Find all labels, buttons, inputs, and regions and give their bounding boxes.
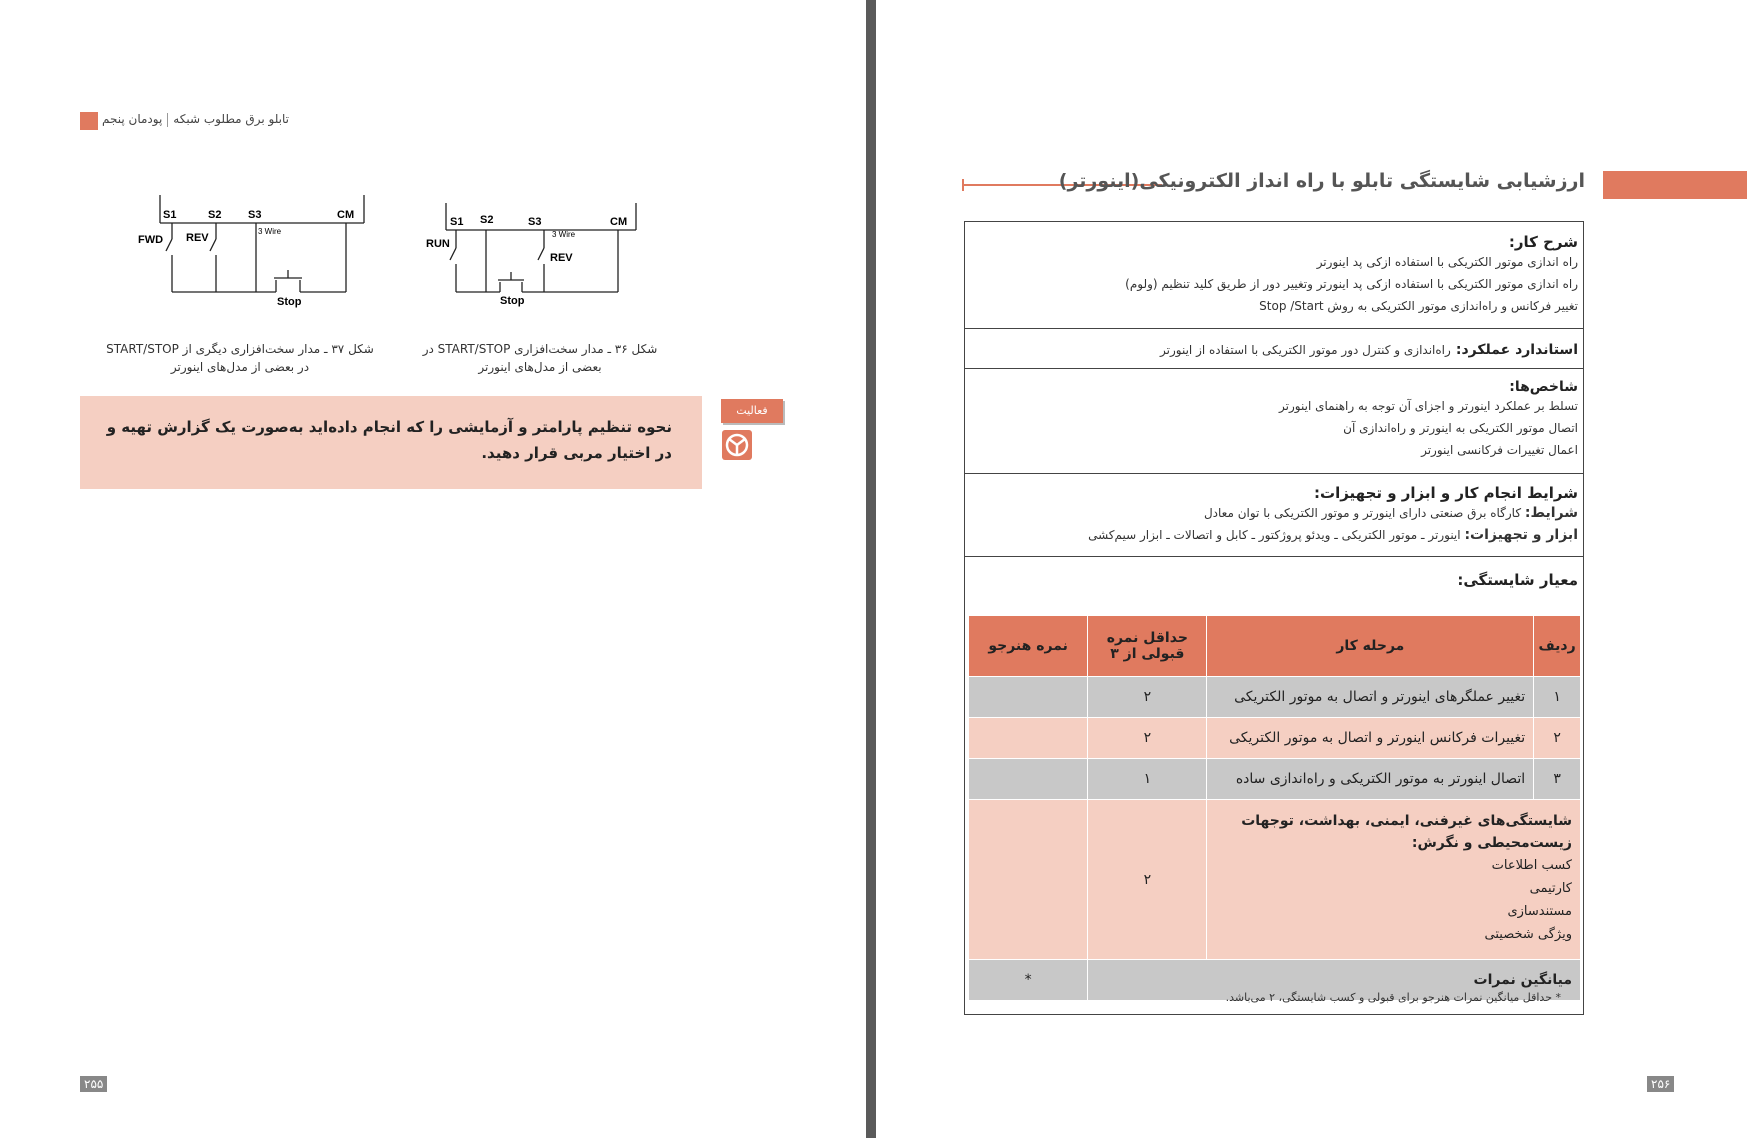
criteria-header-row bbox=[969, 616, 1581, 677]
fig36-label-s1: S1 bbox=[450, 216, 464, 228]
fig37-label-s2: S2 bbox=[208, 209, 222, 221]
job-line-1: راه اندازی موتور الکتریکی با استفاده ازکی پد اینورتر bbox=[1316, 255, 1578, 269]
fig37-label-stop: Stop bbox=[277, 296, 302, 308]
table-row: ۳ اتصال اینورتر به موتور الکتریکی و راه‌اندازی ساده ۱ bbox=[969, 759, 1581, 800]
job-description-section bbox=[964, 221, 1584, 329]
activity-label: فعالیت bbox=[721, 399, 783, 423]
activity-icon bbox=[722, 430, 752, 460]
performance-standard-heading: استاندارد عملکرد: bbox=[1455, 342, 1578, 358]
header-title: تابلو برق مطلوب شبکه bbox=[173, 112, 289, 126]
footnote: * حداقل میانگین نمرات هنرجو برای قبولی و کسب شایستگی، ۲ می‌باشد. bbox=[1225, 991, 1561, 1004]
col-step-header: مرحله کار bbox=[1207, 616, 1534, 677]
fig36-label-stop: Stop bbox=[500, 295, 525, 307]
left-page bbox=[0, 0, 866, 1138]
fig36-label-s3: S3 bbox=[528, 216, 542, 228]
figure-37-diagram bbox=[130, 190, 370, 310]
page-number-left: ۲۵۵ bbox=[80, 1076, 107, 1092]
col-no-header: ردیف bbox=[1534, 616, 1581, 677]
soft-skills-row bbox=[969, 800, 1581, 960]
title-accent-bar bbox=[1603, 171, 1747, 199]
fig36-label-cm: CM bbox=[610, 216, 628, 228]
header-module: پودمان پنجم bbox=[102, 112, 163, 126]
criteria-heading-section bbox=[964, 557, 1584, 607]
activity-text: نحوه تنظیم پارامتر و آزمایشی را که انجام داده‌اید به‌صورت یک گزارش تهیه و در اختیار مربی قرار دهید. bbox=[106, 418, 672, 462]
indicator-line-1: تسلط بر عملکرد اینورتر و اجزای آن توجه به راهنمای اینورتر bbox=[1279, 399, 1578, 413]
conditions-heading: شرایط انجام کار و ابزار و تجهیزات: bbox=[1314, 484, 1578, 502]
fig37-label-s3: S3 bbox=[248, 209, 262, 221]
job-description-heading: شرح کار: bbox=[1508, 233, 1578, 251]
book-spine bbox=[866, 0, 876, 1138]
fig37-label-wire: 3 Wire bbox=[258, 227, 282, 236]
fig36-label-s2: S2 bbox=[480, 214, 494, 226]
fig37-label-s1: S1 bbox=[163, 209, 177, 221]
conditions-section bbox=[964, 474, 1584, 557]
indicators-heading: شاخص‌ها: bbox=[1509, 379, 1578, 395]
soft-skill-3: مستندسازی bbox=[1507, 904, 1572, 919]
job-line-2: راه اندازی موتور الکتریکی با استفاده ازکی پد اینورتر وتغییر دور از طریق کلید تنظیم (ولوم) bbox=[1125, 277, 1578, 291]
performance-standard-section bbox=[964, 329, 1584, 369]
average-mark: * bbox=[969, 960, 1088, 1001]
activity-box bbox=[80, 396, 702, 489]
conditions-label: شرایط: bbox=[1524, 505, 1578, 521]
average-label: میانگین نمرات bbox=[1088, 960, 1581, 1001]
job-line-3: تغییر فرکانس و راه‌اندازی موتور الکتریکی به روش Stop /Start bbox=[1259, 299, 1578, 313]
table-row: ۱ تغییر عملگرهای اینورتر و اتصال به موتور الکتریکی ۲ bbox=[969, 677, 1581, 718]
indicator-line-2: اتصال موتور الکتریکی به اینورتر و راه‌اندازی آن bbox=[1343, 421, 1578, 435]
soft-skills-heading: شایستگی‌های غیرفنی، ایمنی، بهداشت، توجهات زیست‌محیطی و نگرش: bbox=[1241, 813, 1572, 851]
fig37-label-fwd: FWD bbox=[138, 234, 164, 246]
figure-36-caption: شکل ۳۶ ـ مدار سخت‌افزاری START/STOP در بعضی از مدل‌های اینورتر bbox=[422, 342, 658, 374]
soft-skill-2: کارتیمی bbox=[1529, 881, 1572, 896]
fig37-label-cm: CM bbox=[337, 209, 355, 221]
conditions-text: کارگاه برق صنعتی دارای اینورتر و موتور الکتریکی با توان معادل bbox=[1203, 506, 1522, 520]
page-header bbox=[102, 112, 289, 127]
table-row: ۲ تغییرات فرکانس اینورتر و اتصال به موتور الکتریکی ۲ bbox=[969, 718, 1581, 759]
fig37-label-rev: REV bbox=[186, 232, 209, 244]
figure-37-caption: شکل ۳۷ ـ مدار سخت‌افزاری دیگری از START/STOP در بعضی از مدل‌های اینورتر bbox=[106, 342, 374, 374]
criteria-heading: معیار شایستگی: bbox=[1457, 571, 1578, 589]
fig36-label-rev: REV bbox=[550, 252, 573, 264]
indicator-line-3: اعمال تغییرات فرکانسی اینورتر bbox=[1421, 443, 1578, 457]
fig36-label-wire: 3 Wire bbox=[552, 230, 576, 239]
col-min-header: حداقل نمره قبولی از ۳ bbox=[1088, 616, 1207, 677]
fig36-label-run: RUN bbox=[426, 238, 450, 250]
figure-36-diagram bbox=[418, 198, 648, 314]
col-score-header: نمره هنرجو bbox=[969, 616, 1088, 677]
criteria-table bbox=[968, 615, 1581, 1001]
page-title: ارزشیابی شایستگی تابلو با راه انداز الکترونیکی(اینورتر) bbox=[1058, 170, 1585, 192]
indicators-section bbox=[964, 369, 1584, 474]
header-marker bbox=[80, 112, 98, 130]
soft-skill-1: کسب اطلاعات bbox=[1491, 858, 1572, 873]
soft-skill-4: ویژگی شخصیتی bbox=[1484, 927, 1572, 942]
performance-standard-text: راه‌اندازی و کنترل دور موتور الکتریکی با استفاده از اینورتر bbox=[1160, 343, 1451, 357]
page-number-right: ۲۵۶ bbox=[1647, 1076, 1674, 1092]
soft-skills-min: ۲ bbox=[1088, 800, 1207, 960]
tools-text: اینورتر ـ موتور الکتریکی ـ ویدئو پروژکتور ـ کابل و اتصالات ـ ابزار سیم‌کشی bbox=[1088, 528, 1461, 542]
tools-label: ابزار و تجهیزات: bbox=[1464, 527, 1578, 543]
